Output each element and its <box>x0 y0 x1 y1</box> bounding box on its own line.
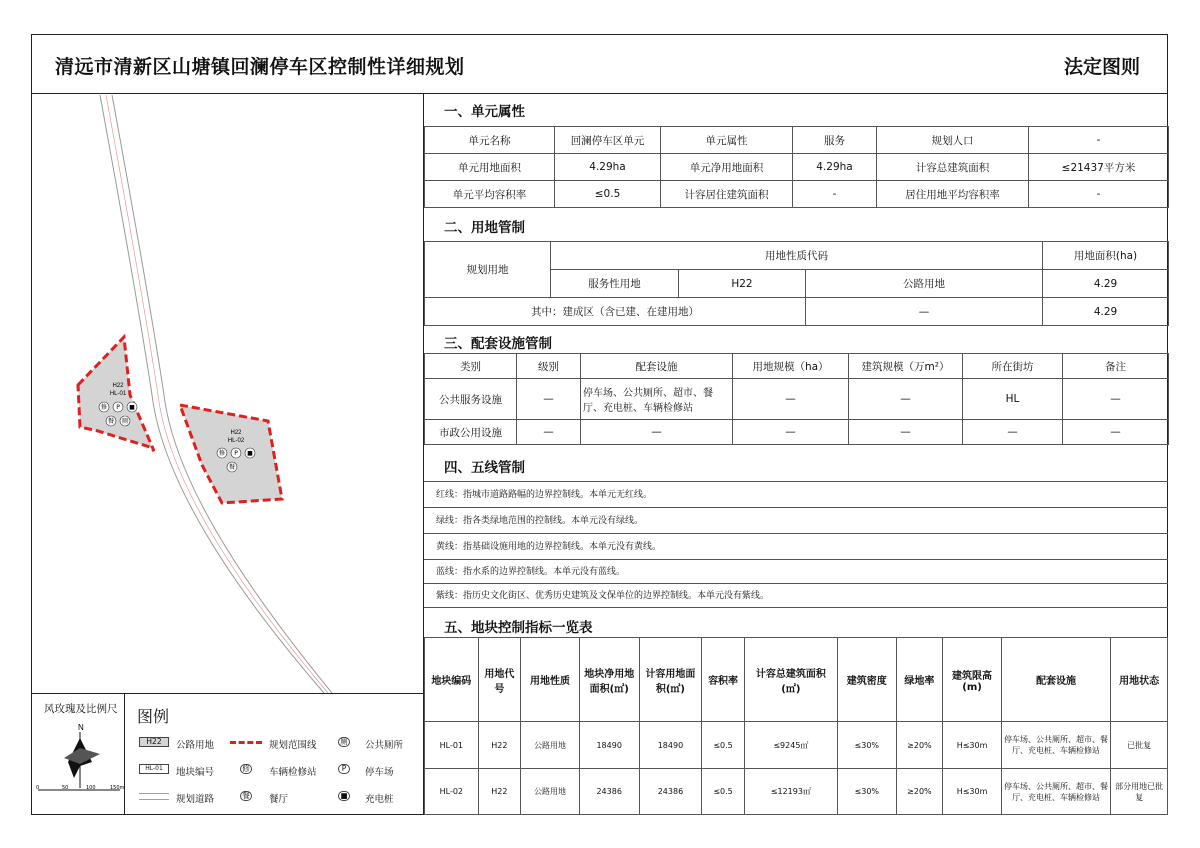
legend-label: 规划范围线 <box>269 740 317 751</box>
green-line-text: 绿线：指各类绿地范围的控制线。本单元没有绿线。 <box>424 507 1168 533</box>
cell: 地块编码 <box>425 638 479 722</box>
cell: H22 <box>679 270 806 298</box>
legend-label: 公路用地 <box>176 740 215 751</box>
section-4-title: 四、五线管制 <box>444 460 525 476</box>
cell: 建筑限高(m) <box>943 638 1002 722</box>
legend-label: 地块编号 <box>176 767 215 778</box>
parking-icon: P <box>116 404 120 411</box>
cell: 公共服务设施 <box>425 379 517 420</box>
cell: 计容总建筑面积 <box>877 154 1029 181</box>
cell: 规划用地 <box>425 242 551 298</box>
cell: 4.29ha <box>793 154 877 181</box>
cell: ≤12193㎡ <box>744 769 837 815</box>
charger-icon: ■ <box>247 450 253 457</box>
cell: 单元属性 <box>661 127 793 154</box>
cell: HL <box>963 379 1063 420</box>
cell: 24386 <box>579 769 639 815</box>
yellow-line-text: 黄线：指基础设施用地的边界控制线。本单元没有黄线。 <box>424 533 1168 559</box>
plot-indicator-table <box>424 637 1168 815</box>
cell: 用地性质代码 <box>551 242 1043 270</box>
cell: 24386 <box>639 769 702 815</box>
cell: 其中：建成区（含已建、在建用地） <box>425 298 806 326</box>
cell: 18490 <box>579 722 639 769</box>
blue-line-text: 蓝线：指水系的边界控制线。本单元没有蓝线。 <box>424 559 1168 583</box>
site-map <box>32 95 422 693</box>
legend-label: 充电桩 <box>365 794 394 805</box>
legend-label: 车辆检修站 <box>269 767 317 778</box>
cell: 公路用地 <box>806 270 1043 298</box>
cell: — <box>517 379 581 420</box>
charger-icon: ■ <box>129 404 135 411</box>
plot-id-1: HL-01 <box>109 391 127 397</box>
legend-title: 图例 <box>137 707 170 726</box>
cell: H≤30m <box>943 722 1002 769</box>
cell: 备注 <box>1063 354 1169 379</box>
cell: H22 <box>478 722 521 769</box>
legend-swatch-road <box>139 793 169 800</box>
cell: — <box>581 420 733 445</box>
cell: HL-02 <box>425 769 479 815</box>
cell: — <box>806 298 1043 326</box>
legend-label: 规划道路 <box>176 794 215 805</box>
page-title: 清远市清新区山塘镇回澜停车区控制性详细规划 <box>55 56 465 78</box>
repair-icon: 修 <box>100 404 108 411</box>
section-5-title: 五、地块控制指标一览表 <box>444 620 593 636</box>
cell: 单元净用地面积 <box>661 154 793 181</box>
cell: 用地规模（ha） <box>733 354 849 379</box>
cell: - <box>793 181 877 208</box>
cell: 单元用地面积 <box>425 154 555 181</box>
cell: — <box>1063 379 1169 420</box>
cell: 服务性用地 <box>551 270 679 298</box>
charger-icon: ■ <box>338 791 350 801</box>
cell: ≤0.5 <box>555 181 661 208</box>
repair-icon: 修 <box>240 764 252 774</box>
purple-line-text: 紫线：指历史文化街区、优秀历史建筑及文保单位的边界控制线。本单元没有紫线。 <box>424 583 1168 608</box>
plot-code-2: H22 <box>230 430 242 436</box>
facilities-table <box>424 353 1169 445</box>
cell: ≤30% <box>837 722 896 769</box>
plot-id-2: HL-02 <box>227 438 245 444</box>
cell: 停车场、公共厕所、超市、餐厅、充电桩、车辆检修站 <box>1001 722 1110 769</box>
legend-label: 餐厅 <box>269 794 289 805</box>
cell: — <box>733 379 849 420</box>
cell: 建筑规模（万m²） <box>849 354 963 379</box>
cell: 居住用地平均容积率 <box>877 181 1029 208</box>
legend-label: 公共厕所 <box>365 740 404 751</box>
cell: 停车场、公共厕所、超市、餐厅、充电桩、车辆检修站 <box>581 379 733 420</box>
cell: 回澜停车区单元 <box>555 127 661 154</box>
cell: 4.29 <box>1043 298 1169 326</box>
toilet-icon: 厕 <box>121 418 129 425</box>
cell: ≥20% <box>896 769 943 815</box>
cell: 计容居住建筑面积 <box>661 181 793 208</box>
cell: ≤0.5 <box>702 769 745 815</box>
parking-icon: P <box>338 764 350 774</box>
scale-50: 50 <box>62 785 69 791</box>
cell: 已批复 <box>1111 722 1168 769</box>
cell: ≤9245㎡ <box>744 722 837 769</box>
doc-type: 法定图则 <box>1063 56 1140 78</box>
rose-title: 风玫瑰及比例尺 <box>44 703 118 715</box>
cell: — <box>849 420 963 445</box>
scale-150: 150m <box>110 785 124 791</box>
cell: 建筑密度 <box>837 638 896 722</box>
legend-label: 停车场 <box>365 767 394 778</box>
cell: 计容用地面积(㎡) <box>639 638 702 722</box>
cell: 类别 <box>425 354 517 379</box>
cell: 单元名称 <box>425 127 555 154</box>
parking-icon: P <box>234 450 238 457</box>
cell: 配套设施 <box>1001 638 1110 722</box>
restaurant-icon: 餐 <box>228 464 236 471</box>
header-divider <box>31 93 1168 94</box>
toilet-icon: 厕 <box>338 737 350 747</box>
cell: - <box>1029 127 1169 154</box>
cell: 公路用地 <box>521 769 580 815</box>
cell: ≥20% <box>896 722 943 769</box>
cell: 级别 <box>517 354 581 379</box>
section-1-title: 一、单元属性 <box>444 104 525 120</box>
cell: — <box>1063 420 1169 445</box>
restaurant-icon: 餐 <box>107 418 115 425</box>
cell: H22 <box>478 769 521 815</box>
cell: 单元平均容积率 <box>425 181 555 208</box>
legend-swatch-plot-id: HL-01 <box>139 764 169 774</box>
unit-attributes-table <box>424 126 1169 208</box>
red-line-text: 红线：指城市道路路幅的边界控制线。本单元无红线。 <box>424 481 1168 507</box>
cell: 所在街坊 <box>963 354 1063 379</box>
cell: 用地面积(ha) <box>1043 242 1169 270</box>
section-2-title: 二、用地管制 <box>444 220 525 236</box>
cell: 用地状态 <box>1111 638 1168 722</box>
cell: 绿地率 <box>896 638 943 722</box>
cell: 计容总建筑面积(㎡) <box>744 638 837 722</box>
scale-0: 0 <box>36 785 40 791</box>
cell: 容积率 <box>702 638 745 722</box>
cell: 停车场、公共厕所、超市、餐厅、充电桩、车辆检修站 <box>1001 769 1110 815</box>
legend-swatch-boundary <box>230 741 262 744</box>
cell: 服务 <box>793 127 877 154</box>
legend-swatch-highway: H22 <box>139 737 169 747</box>
plot-code-1: H22 <box>112 383 124 389</box>
cell: 配套设施 <box>581 354 733 379</box>
cell: - <box>1029 181 1169 208</box>
cell: — <box>517 420 581 445</box>
wind-rose <box>34 718 124 798</box>
repair-icon: 修 <box>218 450 226 457</box>
section-3-title: 三、配套设施管制 <box>444 336 552 352</box>
cell: 市政公用设施 <box>425 420 517 445</box>
cell: ≤21437平方米 <box>1029 154 1169 181</box>
cell: 4.29ha <box>555 154 661 181</box>
cell: 地块净用地面积(㎡) <box>579 638 639 722</box>
cell: 用地代号 <box>478 638 521 722</box>
north-label: N <box>78 723 84 732</box>
cell: HL-01 <box>425 722 479 769</box>
cell: 部分用地已批复 <box>1111 769 1168 815</box>
cell: 用地性质 <box>521 638 580 722</box>
cell: ≤30% <box>837 769 896 815</box>
scale-100: 100 <box>86 785 96 791</box>
cell: 18490 <box>639 722 702 769</box>
land-use-table <box>424 241 1169 326</box>
cell: 公路用地 <box>521 722 580 769</box>
planned-road <box>100 95 324 693</box>
cell: 规划人口 <box>877 127 1029 154</box>
cell: 4.29 <box>1043 270 1169 298</box>
cell: ≤0.5 <box>702 722 745 769</box>
cell: — <box>963 420 1063 445</box>
cell: — <box>733 420 849 445</box>
cell: — <box>849 379 963 420</box>
restaurant-icon: 餐 <box>240 791 252 801</box>
cell: H≤30m <box>943 769 1002 815</box>
